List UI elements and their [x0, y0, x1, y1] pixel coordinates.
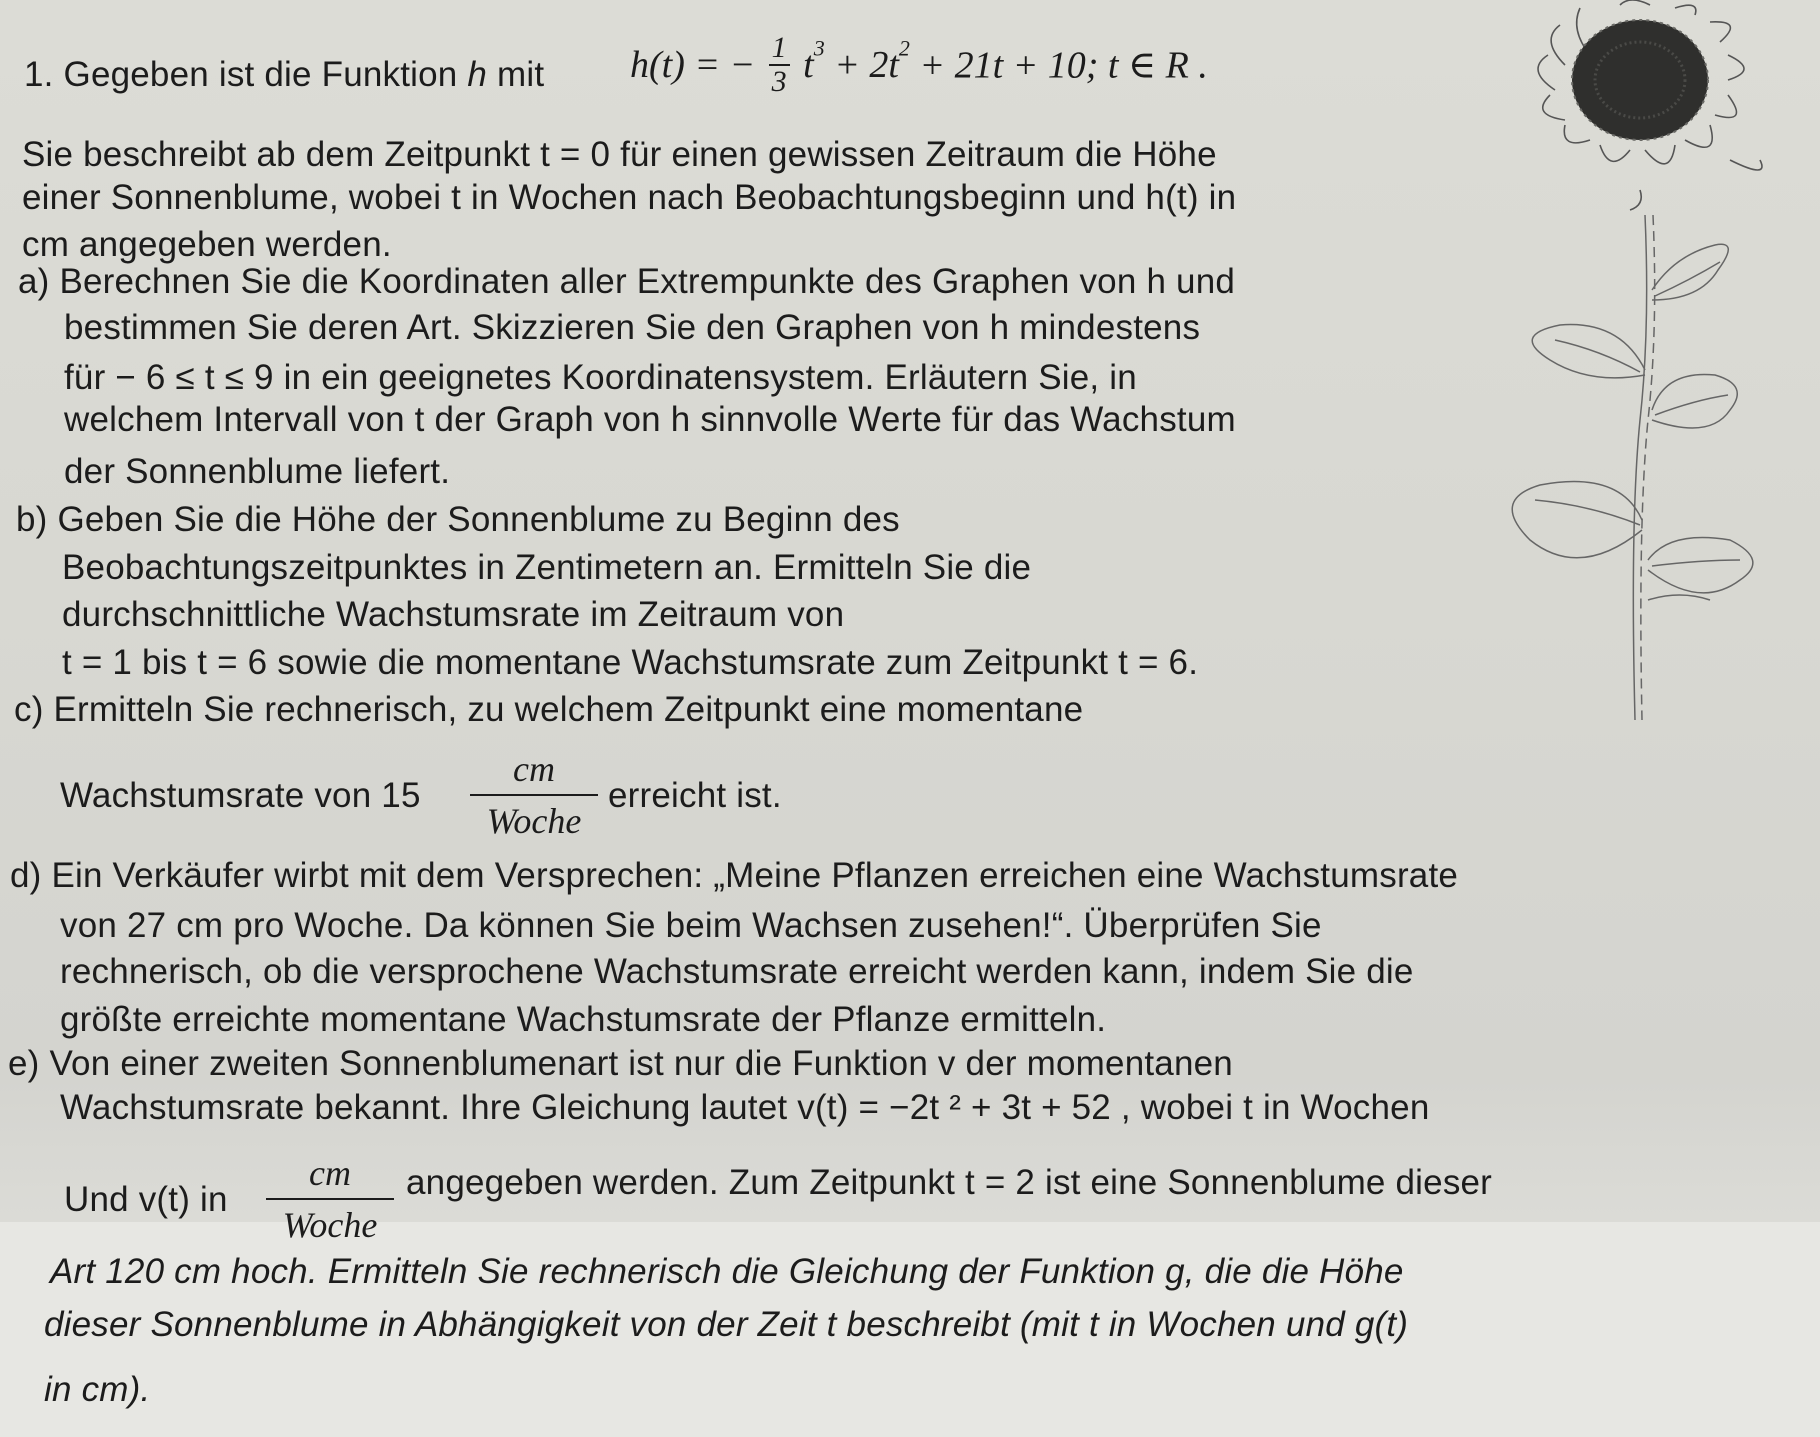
part-d-line-3: rechnerisch, ob die versprochene Wachstumsrate erreicht werden kann, indem Sie die — [60, 952, 1414, 991]
task-intro — [24, 55, 544, 95]
part-e-line-6: in cm). — [44, 1370, 151, 1409]
part-e-unit-denominator: Woche — [282, 1205, 378, 1245]
part-a-line-1: a) Berechnen Sie die Koordinaten aller Extrempunkte des Graphen von h und — [18, 262, 1236, 301]
part-e-unit-fraction — [266, 1152, 394, 1246]
task-description-line-3: cm angegeben werden. — [22, 225, 392, 264]
part-c-line-2-suffix: erreicht ist. — [608, 776, 782, 815]
part-a-line-4: welchem Intervall von t der Graph von h sinnvolle Werte für das Wachstum — [64, 400, 1236, 439]
sunflower-icon — [1470, 0, 1810, 740]
formula-fraction-numerator: 1 — [769, 32, 790, 66]
part-a-line-2: bestimmen Sie deren Art. Skizzieren Sie den Graphen von h mindestens — [64, 308, 1201, 347]
function-formula — [630, 32, 1208, 98]
part-d-line-2: von 27 cm pro Woche. Da können Sie beim Wachsen zusehen!“. Überprüfen Sie — [60, 906, 1322, 945]
formula-fraction-denominator: 3 — [771, 65, 787, 98]
part-a-line-5: der Sonnenblume liefert. — [64, 452, 451, 491]
formula-end: + 21t + 10; t ∈ R . — [919, 44, 1208, 87]
formula-t3: t — [803, 44, 814, 86]
formula-exp3: 3 — [813, 35, 825, 61]
part-e-unit-numerator: cm — [266, 1152, 394, 1200]
part-c-unit-numerator: cm — [470, 748, 598, 796]
part-c-line-2-prefix: Wachstumsrate von 15 — [60, 776, 421, 815]
part-d-line-4: größte erreichte momentane Wachstumsrate der Pflanze ermitteln. — [60, 1000, 1107, 1039]
part-e-line-4: Art 120 cm hoch. Ermitteln Sie rechnerisch die Gleichung der Funktion g, die die Höhe — [50, 1252, 1404, 1291]
part-b-line-1: b) Geben Sie die Höhe der Sonnenblume zu Beginn des — [16, 500, 900, 539]
formula-fraction — [769, 32, 790, 98]
part-e-line-2: Wachstumsrate bekannt. Ihre Gleichung lautet v(t) = −2t ² + 3t + 52 , wobei t in Wochen — [60, 1088, 1430, 1127]
part-e-line-5: dieser Sonnenblume in Abhängigkeit von der Zeit t beschreibt (mit t in Wochen und g(t) — [44, 1305, 1409, 1344]
task-intro-h: h — [467, 55, 488, 94]
part-e-line-1: e) Von einer zweiten Sonnenblumenart ist nur die Funktion v der momentanen — [8, 1044, 1233, 1083]
task-description-line-2: einer Sonnenblume, wobei t in Wochen nach Beobachtungsbeginn und h(t) in — [22, 178, 1237, 217]
part-b-line-4: t = 1 bis t = 6 sowie die momentane Wachstumsrate zum Zeitpunkt t = 6. — [62, 643, 1199, 682]
part-b-line-2: Beobachtungszeitpunktes in Zentimetern an. Ermitteln Sie die — [62, 548, 1032, 587]
part-c-line-1: c) Ermitteln Sie rechnerisch, zu welchem Zeitpunkt eine momentane — [14, 690, 1084, 729]
part-c-unit-denominator: Woche — [486, 801, 582, 841]
task-intro-mit: mit — [497, 55, 545, 94]
formula-mid: + 2t — [834, 44, 899, 86]
part-b-line-3: durchschnittliche Wachstumsrate im Zeitraum von — [62, 595, 845, 634]
task-description-line-1: Sie beschreibt ab dem Zeitpunkt t = 0 für einen gewissen Zeitraum die Höhe — [22, 135, 1217, 174]
task-intro-prefix: 1. Gegeben ist die Funktion — [24, 55, 458, 94]
part-a-line-3: für − 6 ≤ t ≤ 9 in ein geeignetes Koordinatensystem. Erläutern Sie, in — [64, 358, 1137, 397]
part-e-line-3-suffix: angegeben werden. Zum Zeitpunkt t = 2 ist eine Sonnenblume dieser — [406, 1163, 1493, 1202]
part-e-line-3-prefix: Und v(t) in — [64, 1180, 228, 1219]
formula-exp2: 2 — [898, 35, 910, 61]
part-c-unit-fraction — [470, 748, 598, 842]
formula-lhs: h(t) = − — [630, 44, 756, 86]
part-d-line-1: d) Ein Verkäufer wirbt mit dem Versprechen: „Meine Pflanzen erreichen eine Wachstumsrate — [10, 856, 1459, 895]
